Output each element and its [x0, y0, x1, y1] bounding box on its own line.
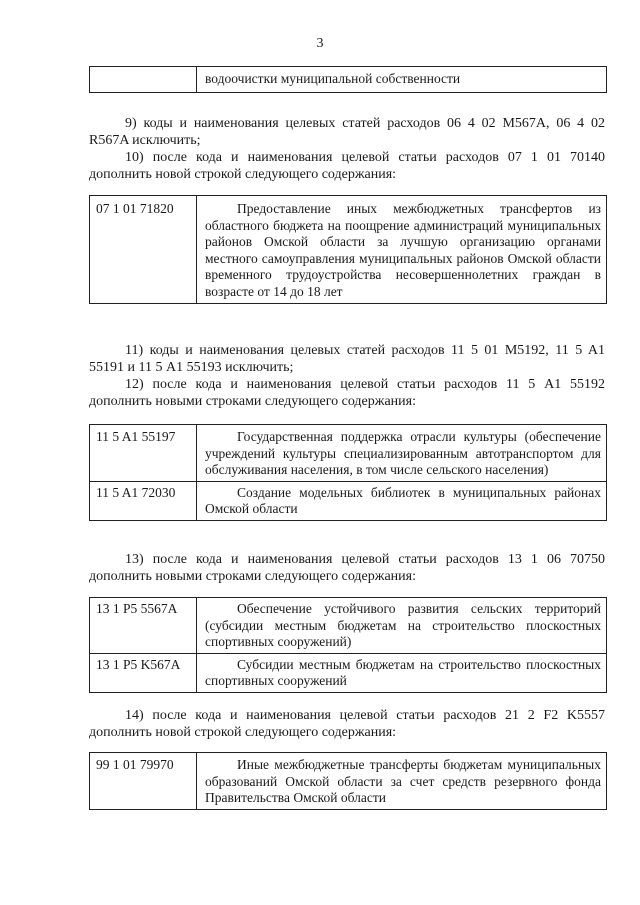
budget-table-insert-13	[89, 597, 607, 693]
description-text: Создание модельных библиотек в муниципальных районах Омской области	[205, 484, 601, 517]
code-cell	[90, 67, 197, 93]
paragraph-10: 10) после кода и наименования целевой статьи расходов 07 1 01 70140 дополнить новой строкой следующего содержания:	[89, 150, 605, 182]
code-cell: 13 1 P5 K567A	[90, 653, 197, 692]
table-row	[90, 67, 607, 93]
paragraph-9: 9) коды и наименования целевых статей расходов 06 4 02 M567A, 06 4 02 R567A исключить;	[89, 116, 605, 148]
description-cell	[197, 196, 607, 304]
table-row	[90, 653, 607, 692]
budget-table-insert-12	[89, 424, 607, 521]
description-cell	[197, 425, 607, 482]
code-cell: 11 5 A1 55197	[90, 425, 197, 482]
description-text: водоочистки муниципальной собственности	[205, 71, 461, 86]
budget-table-continuation	[89, 66, 607, 93]
description-cell	[197, 67, 607, 93]
code-cell: 07 1 01 71820	[90, 196, 197, 304]
table-row	[90, 753, 607, 810]
description-cell	[197, 598, 607, 654]
description-text: Предоставление иных межбюджетных трансфертов из областного бюджета на поощрение администраций муниципальных районов Омской области за лучшую организацию органами местного самоуправления муниципальных районов Омской области временного трудоустройства несовершеннолетних граждан в возрасте от 14 до 18 лет	[205, 201, 601, 299]
description-text: Обеспечение устойчивого развития сельских территорий (субсидии местным бюджетам на строительство плоскостных спортивных сооружений)	[205, 601, 601, 650]
budget-table-insert-14	[89, 752, 607, 810]
description-text: Государственная поддержка отрасли культуры (обеспечение учреждений культуры специализированным автотранспортом для обслуживания населения, в том числе сельского населения)	[205, 429, 601, 478]
budget-table-insert-10	[89, 195, 607, 304]
page-number: 3	[316, 36, 324, 51]
paragraph-11: 11) коды и наименования целевых статей расходов 11 5 01 M5192, 11 5 A1 55191 и 11 5 A1 55193 исключить;	[89, 343, 605, 375]
description-text: Субсидии местным бюджетам на строительство плоскостных спортивных сооружений	[205, 656, 601, 689]
code-cell: 13 1 P5 5567A	[90, 598, 197, 654]
description-text: Иные межбюджетные трансферты бюджетам муниципальных образований Омской области за счет средств резервного фонда Правительства Омской области	[205, 757, 601, 806]
description-cell	[197, 481, 607, 520]
table-row	[90, 598, 607, 654]
table-row	[90, 425, 607, 482]
code-cell: 11 5 A1 72030	[90, 481, 197, 520]
paragraph-14: 14) после кода и наименования целевой статьи расходов 21 2 F2 K5557 дополнить новой строкой следующего содержания:	[89, 708, 605, 740]
code-cell: 99 1 01 79970	[90, 753, 197, 810]
description-cell	[197, 753, 607, 810]
table-row	[90, 481, 607, 520]
paragraph-12: 12) после кода и наименования целевой статьи расходов 11 5 A1 55192 дополнить новыми строками следующего содержания:	[89, 377, 605, 409]
description-cell	[197, 653, 607, 692]
paragraph-13: 13) после кода и наименования целевой статьи расходов 13 1 06 70750 дополнить новыми строками следующего содержания:	[89, 552, 605, 584]
table-row	[90, 196, 607, 304]
